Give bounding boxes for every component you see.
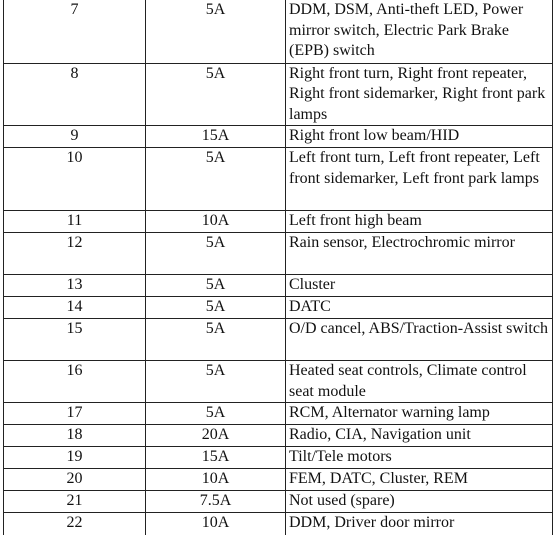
fuse-circuits: Right front low beam/HID [286, 126, 553, 148]
fuse-amperage: 5A [146, 319, 286, 361]
table-row [4, 233, 553, 275]
fuse-circuits: DDM, Driver door mirror [286, 513, 553, 535]
fuse-circuits: Rain sensor, Electrochromic mirror [286, 233, 553, 275]
fuse-amperage: 5A [146, 275, 286, 297]
fuse-number: 18 [4, 425, 146, 447]
fuse-circuits: O/D cancel, ABS/Traction-Assist switch [286, 319, 553, 361]
table-row [4, 361, 553, 403]
fuse-number: 17 [4, 403, 146, 425]
fuse-circuits: Tilt/Tele motors [286, 447, 553, 469]
fuse-number: 19 [4, 447, 146, 469]
fuse-amperage: 5A [146, 233, 286, 275]
table-row [4, 319, 553, 361]
fuse-circuits: Cluster [286, 275, 553, 297]
table-row [4, 63, 553, 126]
fuse-circuits: FEM, DATC, Cluster, REM [286, 469, 553, 491]
table-row [4, 447, 553, 469]
table-row [4, 148, 553, 211]
fuse-number: 10 [4, 148, 146, 211]
fuse-number: 9 [4, 126, 146, 148]
fuse-number: 21 [4, 491, 146, 513]
fuse-number: 11 [4, 211, 146, 233]
fuse-number: 7 [4, 0, 146, 63]
table-row [4, 469, 553, 491]
fuse-amperage: 15A [146, 447, 286, 469]
table-row [4, 211, 553, 233]
table-row [4, 0, 553, 63]
fuse-number: 20 [4, 469, 146, 491]
fuse-amperage: 5A [146, 148, 286, 211]
fuse-circuits: DATC [286, 297, 553, 319]
fuse-number: 22 [4, 513, 146, 535]
fuse-circuits: RCM, Alternator warning lamp [286, 403, 553, 425]
fuse-circuits: DDM, DSM, Anti-theft LED, Power mirror switch, Electric Park Brake (EPB) switch [286, 0, 553, 63]
fuse-amperage: 7.5A [146, 491, 286, 513]
fuse-amperage: 5A [146, 297, 286, 319]
fuse-circuits: Heated seat controls, Climate control seat module [286, 361, 553, 403]
fuse-number: 15 [4, 319, 146, 361]
fuse-table-body [4, 0, 553, 535]
fuse-circuits: Left front high beam [286, 211, 553, 233]
fuse-table-wrapper [3, 0, 552, 536]
fuse-amperage: 5A [146, 361, 286, 403]
fuse-amperage: 5A [146, 0, 286, 63]
table-row [4, 403, 553, 425]
table-row [4, 126, 553, 148]
fuse-amperage: 15A [146, 126, 286, 148]
fuse-circuits: Radio, CIA, Navigation unit [286, 425, 553, 447]
fuse-amperage: 10A [146, 513, 286, 535]
fuse-amperage: 5A [146, 403, 286, 425]
fuse-circuits: Right front turn, Right front repeater, Right front sidemarker, Right front park lamps [286, 63, 553, 126]
fuse-number: 14 [4, 297, 146, 319]
table-row [4, 425, 553, 447]
fuse-amperage: 10A [146, 211, 286, 233]
fuse-number: 8 [4, 63, 146, 126]
fuse-amperage: 20A [146, 425, 286, 447]
fuse-circuits: Not used (spare) [286, 491, 553, 513]
fuse-number: 13 [4, 275, 146, 297]
table-row [4, 491, 553, 513]
table-row [4, 275, 553, 297]
table-row [4, 513, 553, 535]
table-row [4, 297, 553, 319]
fuse-amperage: 10A [146, 469, 286, 491]
fuse-number: 16 [4, 361, 146, 403]
fuse-circuits: Left front turn, Left front repeater, Left front sidemarker, Left front park lamps [286, 148, 553, 211]
fuse-number: 12 [4, 233, 146, 275]
fuse-amperage: 5A [146, 63, 286, 126]
fuse-table [3, 0, 553, 535]
